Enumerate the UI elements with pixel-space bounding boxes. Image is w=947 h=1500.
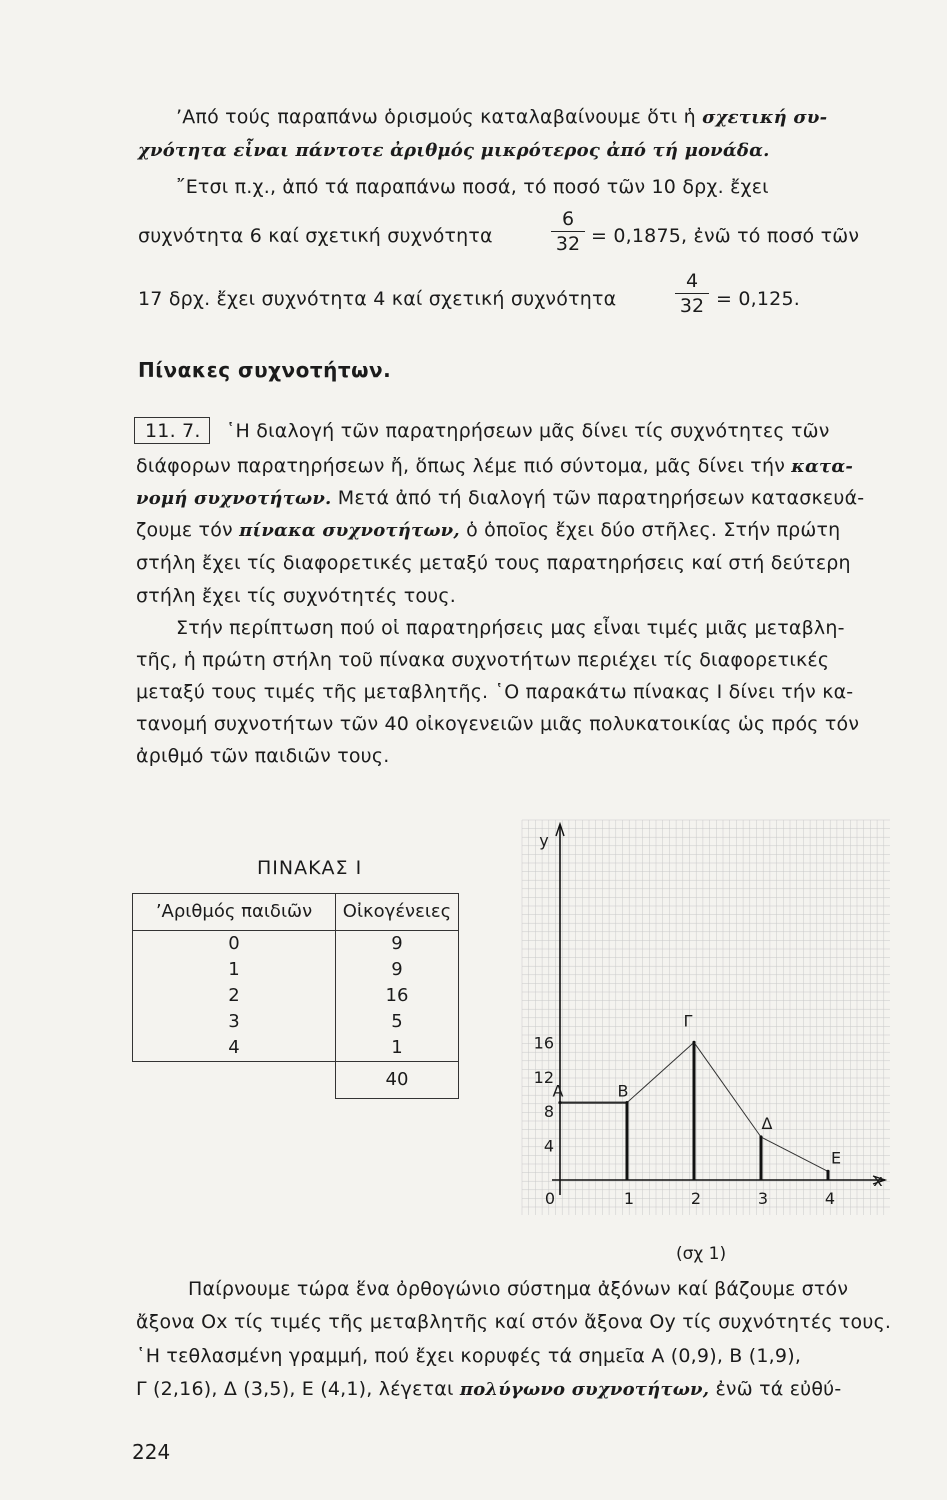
para2-line-1: Στήν περίπτωση πού οἱ παρατηρήσεις μας εἶναι τιμές μιᾶς μεταβλη- — [176, 617, 845, 639]
table-cell: 3 — [133, 1009, 336, 1035]
intro-line-1: ’Από τούς παραπάνω ὁρισμούς καταλαβαίνουμε ὅτι ἡ — [176, 106, 696, 128]
after-line-1: Παίρνουμε τώρα ἕνα ὀρθογώνιο σύστημα ἀξόνων καί βάζουμε στόν — [188, 1278, 849, 1300]
y-tick-label: 4 — [543, 1136, 554, 1156]
polygon-point — [759, 1135, 762, 1138]
fraction-2-numerator: 4 — [685, 270, 699, 292]
table-cell: 4 — [133, 1035, 336, 1062]
table-caption: ΠΙΝΑΚΑΣ I — [257, 857, 363, 879]
after-line-4c: ἐνῶ τά εὐθύ- — [715, 1378, 842, 1400]
y-tick-label: 8 — [543, 1102, 554, 1122]
after-line-2: ἄξονα Ox τίς τιμές τῆς μεταβλητῆς καί στόν ἄξονα Oy τίς συχνότητές τους. — [136, 1311, 892, 1333]
intro-line-5a: 17 δρχ. ἔχει συχνότητα 4 καί σχετική συχνότητα — [138, 288, 617, 310]
x-tick-label: 0 — [544, 1189, 556, 1208]
after-bold: πολύγωνο συχνοτήτων, — [459, 1379, 710, 1400]
intro-bold-1: σχετική συ- — [702, 107, 828, 128]
table-total: 40 — [336, 1062, 459, 1099]
para1-line-7: στήλη ἔχει τίς συχνότητές τους. — [136, 585, 456, 607]
section-title: Πίνακες συχνοτήτων. — [138, 358, 392, 382]
table-cell: 9 — [336, 957, 459, 983]
x-tick-label: 3 — [757, 1189, 769, 1208]
y-tick-label: 16 — [533, 1033, 554, 1053]
para1-bold-3: πίνακα συχνοτήτων, — [239, 520, 460, 541]
intro-line-2: χνότητα εἶναι πάντοτε ἀριθμός μικρότερος ἀπό τή μονάδα. — [138, 140, 770, 161]
para2-line-4: τανομή συχνοτήτων τῶν 40 οἰκογενειῶν μιᾶς πολυκατοικίας ὡς πρός τόν — [136, 713, 860, 735]
para1-line-5: ὁ ὁποῖος ἔχει δύο στῆλες. Στήν πρώτη — [466, 519, 841, 541]
point-label: Δ — [761, 1114, 773, 1133]
fraction-2-denominator: 32 — [679, 295, 705, 317]
table-cell: 1 — [133, 957, 336, 983]
table-cell: 16 — [336, 983, 459, 1009]
para2-line-3: μεταξύ τους τιμές τῆς μεταβλητῆς. ῾Ο παρακάτω πίνακας I δίνει τήν κα- — [136, 681, 854, 703]
point-label: Ε — [830, 1148, 842, 1168]
para1-line-6: στήλη ἔχει τίς διαφορετικές μεταξύ τους παρατηρήσεις καί στή δεύτερη — [136, 552, 851, 574]
after-line-4a: Γ (2,16), Δ (3,5), Ε (4,1), λέγεται — [136, 1378, 454, 1400]
figure-caption: (σχ 1) — [676, 1244, 727, 1264]
table-cell: 9 — [336, 931, 459, 958]
para2-line-5: ἀριθμό τῶν παιδιῶν τους. — [136, 745, 390, 767]
frequency-polygon-chart — [520, 800, 900, 1230]
para2-line-2: τῆς, ἡ πρώτη στήλη τοῦ πίνακα συχνοτήτων περιέχει τίς διαφορετικές — [136, 649, 830, 671]
table-cell: 5 — [336, 1009, 459, 1035]
table-header-children: ’Αριθμός παιδιῶν — [133, 894, 336, 931]
point-label: Γ — [683, 1011, 693, 1031]
para1-line-2: διάφορων παρατηρήσεων ἤ, ὅπως λέμε πιό σύντομα, μᾶς δίνει τήν — [136, 455, 786, 477]
section-number: 11. 7. — [134, 417, 210, 444]
y-tick-label: 12 — [533, 1067, 554, 1087]
table-cell: 2 — [133, 983, 336, 1009]
x-tick-label: 4 — [824, 1189, 836, 1208]
table-header-families: Οἰκογένειες — [336, 894, 459, 931]
intro-line-4b: = 0,1875, ἐνῶ τό ποσό τῶν — [591, 225, 860, 247]
point-label: Α — [552, 1081, 564, 1101]
para1-line-3: Μετά ἀπό τή διαλογή τῶν παρατηρήσεων κατασκευά- — [337, 487, 865, 509]
para1-bold-2: νομή συχνοτήτων. — [136, 488, 332, 509]
fraction-1-denominator: 32 — [555, 233, 581, 255]
x-axis-label: x — [873, 1171, 883, 1190]
para1-bold-1: κατα- — [791, 456, 854, 477]
polygon-point — [692, 1041, 695, 1044]
y-axis-label: y — [539, 831, 549, 850]
fraction-2 — [675, 270, 709, 317]
fraction-1-numerator: 6 — [561, 208, 575, 230]
para1-line-1: ῾Η διαλογή τῶν παρατηρήσεων μᾶς δίνει τίς συχνότητες τῶν — [225, 420, 830, 442]
table-cell: 1 — [336, 1035, 459, 1062]
page-number: 224 — [132, 1440, 171, 1464]
x-tick-label: 1 — [623, 1189, 635, 1208]
polygon-point — [625, 1101, 628, 1104]
intro-line-4a: συχνότητα 6 καί σχετική συχνότητα — [138, 225, 493, 247]
polygon-point — [826, 1170, 829, 1173]
frequency-table — [132, 893, 459, 1099]
table-cell: 0 — [133, 931, 336, 958]
polygon-point — [558, 1101, 561, 1104]
x-tick-label: 2 — [690, 1189, 702, 1208]
point-label: Β — [617, 1081, 629, 1101]
intro-line-5b: = 0,125. — [716, 288, 800, 310]
intro-line-3: ῎Ετσι π.χ., ἀπό τά παραπάνω ποσά, τό ποσό τῶν 10 δρχ. ἔχει — [176, 176, 769, 198]
para1-line-4: ζουμε τόν — [136, 519, 233, 541]
after-line-3: ῾Η τεθλασμένη γραμμή, πού ἔχει κορυφές τά σημεῖα Α (0,9), Β (1,9), — [136, 1345, 802, 1367]
fraction-1 — [551, 208, 585, 255]
